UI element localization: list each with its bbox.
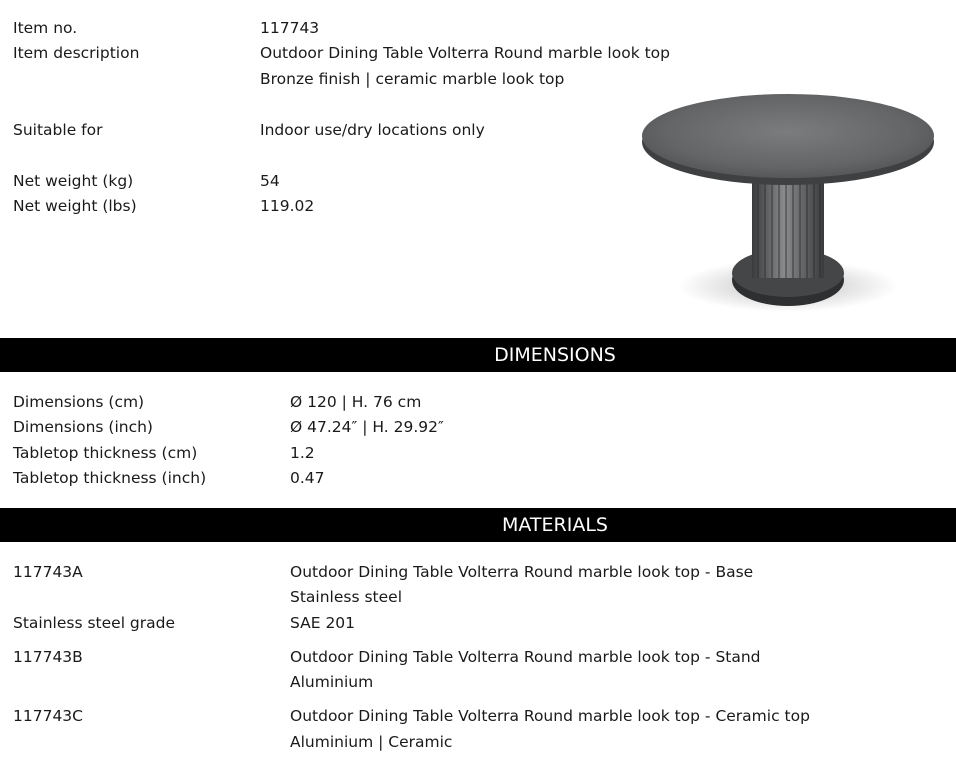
net-weight-kg-value: 54 bbox=[260, 172, 280, 190]
dimensions-cm-value: Ø 120 | H. 76 cm bbox=[290, 393, 422, 411]
material-c-code: 117743C bbox=[13, 707, 83, 725]
net-weight-lbs-label: Net weight (lbs) bbox=[13, 197, 137, 215]
net-weight-lbs-value: 119.02 bbox=[260, 197, 315, 215]
material-b-description: Outdoor Dining Table Volterra Round marble look top - Stand bbox=[290, 648, 761, 666]
material-a-description: Outdoor Dining Table Volterra Round marble look top - Base bbox=[290, 563, 754, 581]
item-description-line2: Bronze finish | ceramic marble look top bbox=[260, 70, 565, 88]
material-a-code: 117743A bbox=[13, 563, 83, 581]
suitable-for-value: Indoor use/dry locations only bbox=[260, 121, 485, 139]
material-c-description: Outdoor Dining Table Volterra Round marble look top - Ceramic top bbox=[290, 707, 810, 725]
material-a-material: Stainless steel bbox=[290, 588, 402, 606]
dimensions-inch-label: Dimensions (inch) bbox=[13, 418, 153, 436]
dimensions-header bbox=[0, 338, 956, 372]
materials-header bbox=[0, 508, 956, 542]
item-description-line1: Outdoor Dining Table Volterra Round marble look top bbox=[260, 44, 671, 62]
dimensions-inch-value: Ø 47.24″ | H. 29.92″ bbox=[290, 418, 444, 436]
dimensions-heading: DIMENSIONS bbox=[494, 344, 616, 366]
item-no-label: Item no. bbox=[13, 19, 78, 37]
tabletop-thickness-cm-value: 1.2 bbox=[290, 444, 315, 462]
tabletop-thickness-cm-label: Tabletop thickness (cm) bbox=[13, 444, 198, 462]
item-no-value: 117743 bbox=[260, 19, 320, 37]
product-image bbox=[636, 80, 940, 320]
suitable-for-label: Suitable for bbox=[13, 121, 103, 139]
stainless-grade-value: SAE 201 bbox=[290, 614, 356, 632]
dimensions-cm-label: Dimensions (cm) bbox=[13, 393, 145, 411]
tabletop-thickness-inch-value: 0.47 bbox=[290, 469, 325, 487]
material-b-code: 117743B bbox=[13, 648, 83, 666]
stainless-grade-label: Stainless steel grade bbox=[13, 614, 176, 632]
item-description-label: Item description bbox=[13, 44, 140, 62]
material-c-material: Aluminium | Ceramic bbox=[290, 733, 453, 751]
tabletop-thickness-inch-label: Tabletop thickness (inch) bbox=[13, 469, 207, 487]
materials-heading: MATERIALS bbox=[502, 514, 608, 536]
material-b-material: Aluminium bbox=[290, 673, 374, 691]
net-weight-kg-label: Net weight (kg) bbox=[13, 172, 134, 190]
